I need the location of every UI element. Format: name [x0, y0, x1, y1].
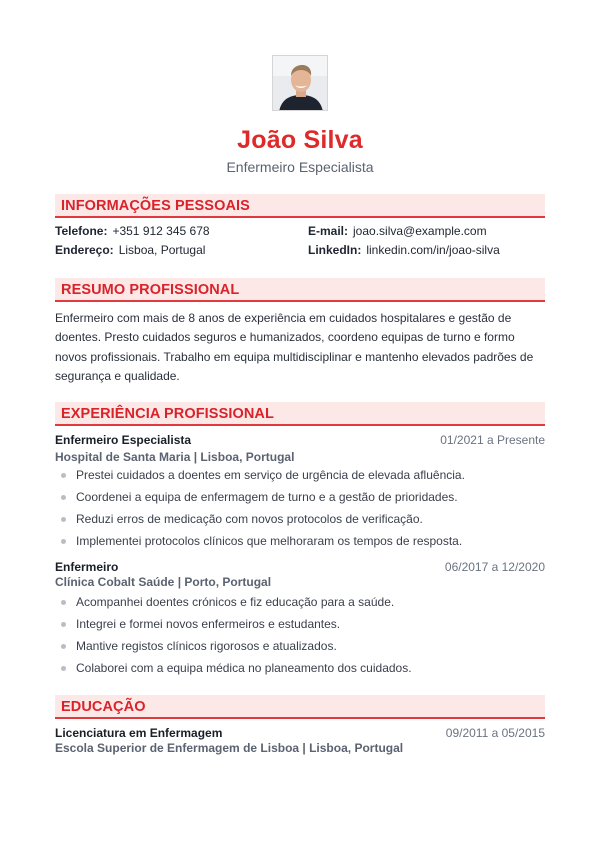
profile-photo: [272, 55, 328, 111]
person-photo-icon: [273, 56, 328, 111]
school-name: Escola Superior de Enfermagem de Lisboa | Lisboa, Portugal: [55, 741, 404, 755]
list-item: [60, 533, 545, 555]
phone-value: +351 912 345 678: [112, 224, 210, 238]
section-title-summary: RESUMO PROFISSIONAL: [55, 278, 545, 302]
job-title: Enfermeiro: [55, 560, 119, 574]
address-row: [55, 242, 205, 258]
bullet-dot-icon: [61, 622, 66, 627]
job-organization: Clínica Cobalt Saúde | Porto, Portugal: [55, 575, 272, 589]
bullet-dot-icon: [61, 600, 66, 605]
list-item: [60, 638, 545, 660]
section-title-experience: EXPERIÊNCIA PROFISSIONAL: [55, 402, 545, 426]
email-label: E-mail:: [308, 224, 349, 238]
address-label: Endereço:: [55, 243, 114, 257]
candidate-name: João Silva: [237, 126, 363, 154]
address-value: Lisboa, Portugal: [118, 243, 206, 257]
job-dates: 01/2021 a Presente: [440, 433, 545, 447]
section-title-education: EDUCAÇÃO: [55, 695, 545, 719]
bullet-text: Colaborei com a equipa médica no planeamento dos cuidados.: [76, 661, 412, 675]
phone-row: [55, 223, 210, 239]
bullet-dot-icon: [61, 539, 66, 544]
candidate-role: Enfermeiro Especialista: [226, 159, 374, 175]
summary-text: Enfermeiro com mais de 8 anos de experiência em cuidados hospitalares e gestão de doentes. Presto cuidados seguros e humanizados, coordeno equipas de turno e formo novos profissionais. Trabalho em equipa multidisciplinar e mantenho elevados padrões de segurança e qualidade.: [55, 311, 534, 384]
list-item: [60, 660, 545, 682]
bullet-text: Acompanhei doentes crónicos e fiz educação para a saúde.: [76, 595, 395, 609]
bullet-text: Prestei cuidados a doentes em serviço de urgência de elevada afluência.: [76, 468, 465, 482]
job-bullet-list: [60, 467, 545, 555]
bullet-dot-icon: [61, 473, 66, 478]
phone-label: Telefone:: [55, 224, 108, 238]
job-dates: 06/2017 a 12/2020: [444, 560, 545, 574]
bullet-text: Reduzi erros de medicação com novos protocolos de verificação.: [76, 512, 423, 526]
bullet-dot-icon: [61, 517, 66, 522]
list-item: [60, 511, 545, 533]
bullet-dot-icon: [61, 495, 66, 500]
job-organization: Hospital de Santa Maria | Lisboa, Portugal: [55, 450, 295, 464]
degree-dates: 09/2011 a 05/2015: [445, 726, 545, 740]
bullet-text: Coordenei a equipa de enfermagem de turno e a gestão de prioridades.: [76, 490, 458, 504]
bullet-text: Implementei protocolos clínicos que melhoraram os tempos de resposta.: [76, 534, 463, 548]
list-item: [60, 489, 545, 511]
section-title-personal: INFORMAÇÕES PESSOAIS: [55, 194, 545, 218]
list-item: [60, 616, 545, 638]
bullet-dot-icon: [61, 644, 66, 649]
email-value: joao.silva@example.com: [353, 224, 487, 238]
job-bullet-list: [60, 594, 545, 682]
bullet-text: Mantive registos clínicos rigorosos e atualizados.: [76, 639, 337, 653]
degree-title: Licenciatura em Enfermagem: [55, 726, 223, 740]
linkedin-row: [308, 242, 500, 258]
list-item: [60, 594, 545, 616]
linkedin-label: LinkedIn:: [308, 243, 362, 257]
email-row: [308, 223, 487, 239]
bullet-dot-icon: [61, 666, 66, 671]
linkedin-value: linkedin.com/in/joao-silva: [366, 243, 500, 257]
bullet-text: Integrei e formei novos enfermeiros e estudantes.: [76, 617, 341, 631]
list-item: [60, 467, 545, 489]
job-title: Enfermeiro Especialista: [55, 433, 192, 447]
